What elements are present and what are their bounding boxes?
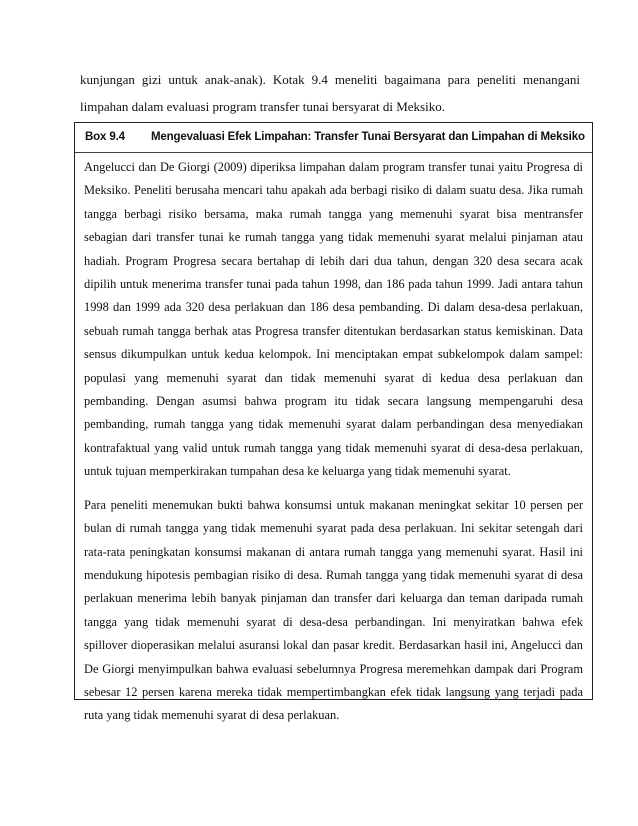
box-paragraph-1: Angelucci dan De Giorgi (2009) diperiksa limpahan dalam program transfer tunai yaitu Progresa di Meksiko. Peneliti berusaha mencari tahu apakah ada berbagi risiko di dalam suatu desa. Jika rumah tangga berbagi risiko bersama, maka rumah tangga yang memenuhi syarat bisa mentransfer sebagian dari transfer tunai ke rumah tangga yang tidak memenuhi syarat melalui pinjaman atau hadiah. Program Progresa secara bertahap di lebih dari dua tahun, dengan 320 desa secara acak dipilih untuk menerima transfer tunai pada tahun 1998, dan 186 pada tahun 1999. Jadi antara tahun 1998 dan 1999 ada 320 desa perlakuan dan 186 desa pembanding. Di dalam desa-desa perlakuan, sebuah rumah tangga berhak atas Progresa transfer ditentukan berdasarkan status kemiskinan. Data sensus dikumpulkan untuk kedua kelompok. Ini menciptakan empat subkelompok dalam sampel: populasi yang memenuhi syarat dan tidak memenuhi syarat di kedua desa perlakuan dan pembanding. Dengan asumsi bahwa program itu tidak secara langsung mempengaruhi desa pembanding, rumah tangga yang tidak memenuhi syarat dalam perbandingan desa menyediakan kontrafaktual yang valid untuk rumah tangga yang tidak memenuhi syarat di desa-desa perlakuan, untuk tujuan memperkirakan tumpahan desa ke keluarga yang tidak memenuhi syarat. [84, 160, 583, 479]
box-body [84, 156, 583, 738]
box-title: Mengevaluasi Efek Limpahan: Transfer Tunai Bersyarat dan Limpahan di Meksiko [151, 131, 585, 143]
box-header [75, 123, 592, 153]
case-study-box [74, 122, 593, 723]
box-paragraph-2: Para peneliti menemukan bukti bahwa konsumsi untuk makanan meningkat sekitar 10 persen per bulan di rumah tangga yang tidak memenuhi syarat pada desa perlakuan. Ini sekitar setengah dari rata-rata peningkatan konsumsi makanan di antara rumah tangga yang memenuhi syarat. Hasil ini mendukung hipotesis pembagian risiko di desa. Rumah tangga yang tidak memenuhi syarat di desa perlakuan menerima lebih banyak pinjaman dan transfer dari keluarga dan teman daripada rumah tangga yang tidak memenuhi syarat di desa-desa perbandingan. Ini menyiratkan bahwa efek spillover dioperasikan melalui asuransi lokal dan pasar kredit. Berdasarkan hasil ini, Angelucci dan De Giorgi menyimpulkan bahwa evaluasi sebelumnya Progresa meremehkan dampak dari Program sebesar 12 persen karena mereka tidak mempertimbangkan efek tidak langsung yang terjadi pada ruta yang tidak memenuhi syarat di desa perlakuan. [84, 497, 583, 723]
intro-paragraph: kunjungan gizi untuk anak-anak). Kotak 9.4 meneliti bagaimana para peneliti menangani limpahan dalam evaluasi program transfer tunai bersyarat di Meksiko. [80, 72, 580, 114]
box-label: Box 9.4 [85, 131, 125, 143]
